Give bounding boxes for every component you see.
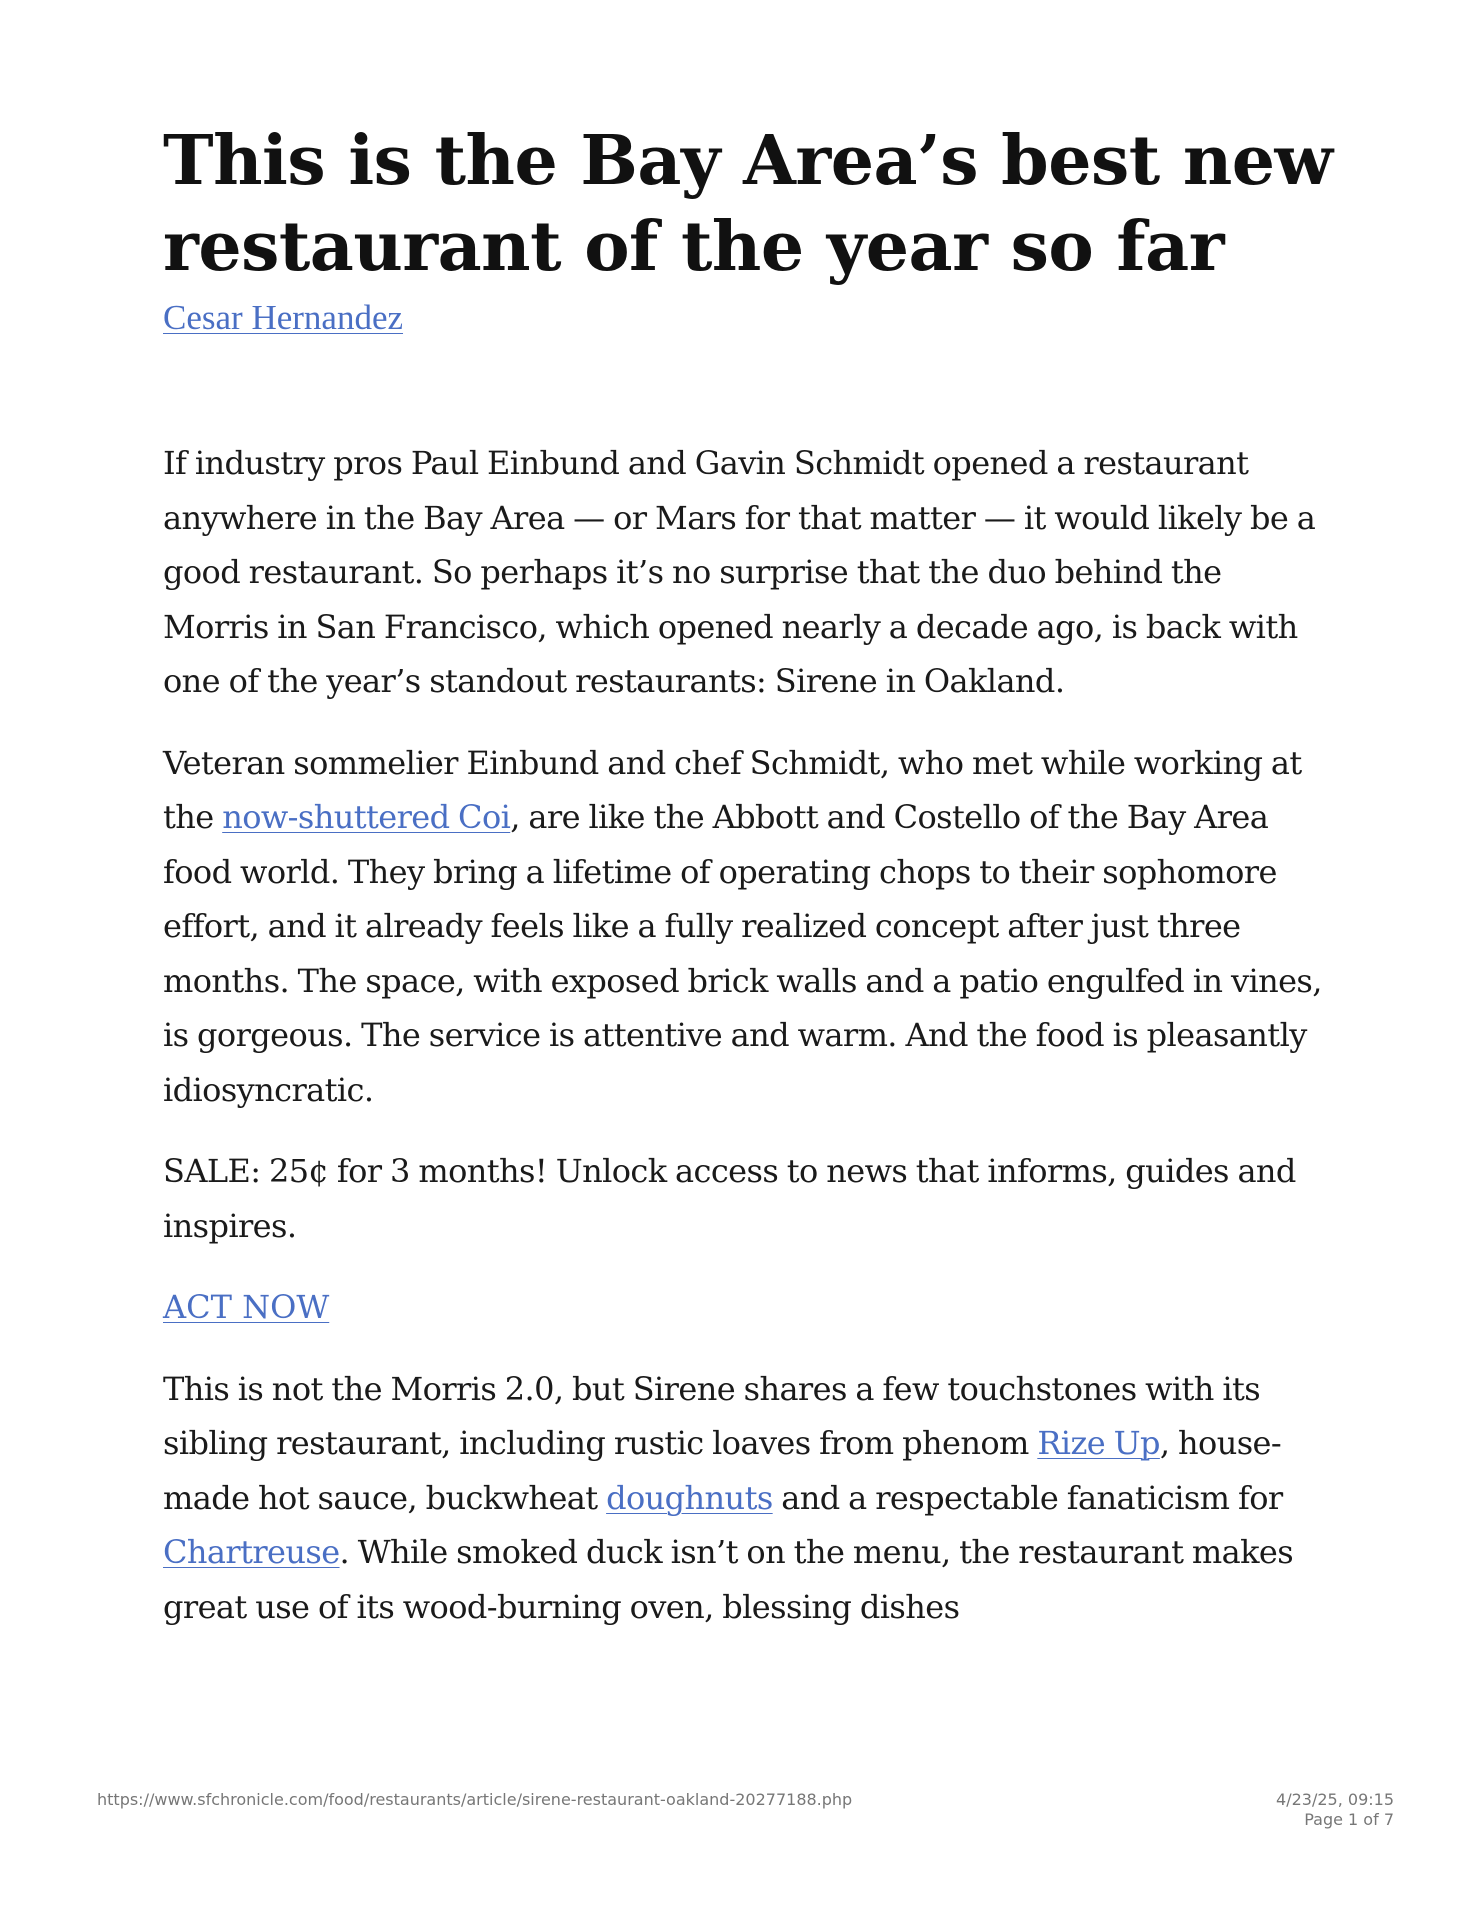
footer-url: https://www.sfchronicle.com/food/restaurants/article/sirene-restaurant-oakland-20277188.php bbox=[97, 1790, 853, 1809]
paragraph-3 bbox=[163, 1362, 1333, 1635]
act-now-paragraph bbox=[163, 1280, 1333, 1335]
footer-datetime: 4/23/25, 09:15 bbox=[1276, 1790, 1394, 1809]
rize-up-link[interactable]: Rize Up bbox=[1037, 1424, 1160, 1462]
paragraph-3-text-a: This is not the Morris 2.0, but Sirene shares a few touchstones with its sibling restaurant, including rustic loaves from phenom bbox=[163, 1369, 1261, 1462]
act-now-link[interactable]: ACT NOW bbox=[163, 1288, 330, 1326]
paragraph-2 bbox=[163, 736, 1333, 1118]
promo-text: SALE: 25¢ for 3 months! Unlock access to news that informs, guides and inspires. bbox=[163, 1152, 1296, 1245]
chartreuse-link[interactable]: Chartreuse bbox=[163, 1533, 340, 1571]
paragraph-3-text-c: and a respectable fanaticism for bbox=[772, 1478, 1283, 1517]
footer-page-number: Page 1 of 7 bbox=[1304, 1810, 1394, 1829]
doughnuts-link[interactable]: doughnuts bbox=[606, 1478, 773, 1517]
coi-link[interactable]: now-shuttered Coi bbox=[222, 798, 511, 836]
article-body bbox=[163, 436, 1333, 1634]
paragraph-3-text-d: . While smoked duck isn’t on the menu, the restaurant makes great use of its wood-burning oven, blessing dishes bbox=[163, 1533, 1294, 1626]
paragraph-1: If industry pros Paul Einbund and Gavin Schmidt opened a restaurant anywhere in the Bay Area — or Mars for that matter — it would likely be a good restaurant. So perhaps it’s no surprise that the duo behind the Morris in San Francisco, which opened nearly a decade ago, is back with one of the year’s standout restaurants: Sirene in Oakland. bbox=[163, 444, 1316, 700]
article bbox=[163, 118, 1333, 1661]
article-headline: This is the Bay Area’s best new restaurant of the year so far bbox=[163, 121, 1333, 287]
author-link[interactable]: Cesar Hernandez bbox=[163, 298, 404, 337]
paragraph-2-text-b: , are like the Abbott and Costello of the Bay Area food world. They bring a lifetime of operating chops to their sophomore effort, and it already feels like a fully realized concept after just three months. The space, with exposed brick walls and a patio engulfed in vines, is gorgeous. The service is attentive and warm. And the food is pleasantly idiosyncratic. bbox=[163, 798, 1322, 1109]
footer-meta bbox=[1276, 1790, 1394, 1830]
paragraph-2-text-a: Veteran sommelier Einbund and chef Schmidt, who met while working at the bbox=[163, 743, 1302, 836]
paragraph-3-text-b: , house-made hot sauce, buckwheat bbox=[163, 1424, 1282, 1517]
